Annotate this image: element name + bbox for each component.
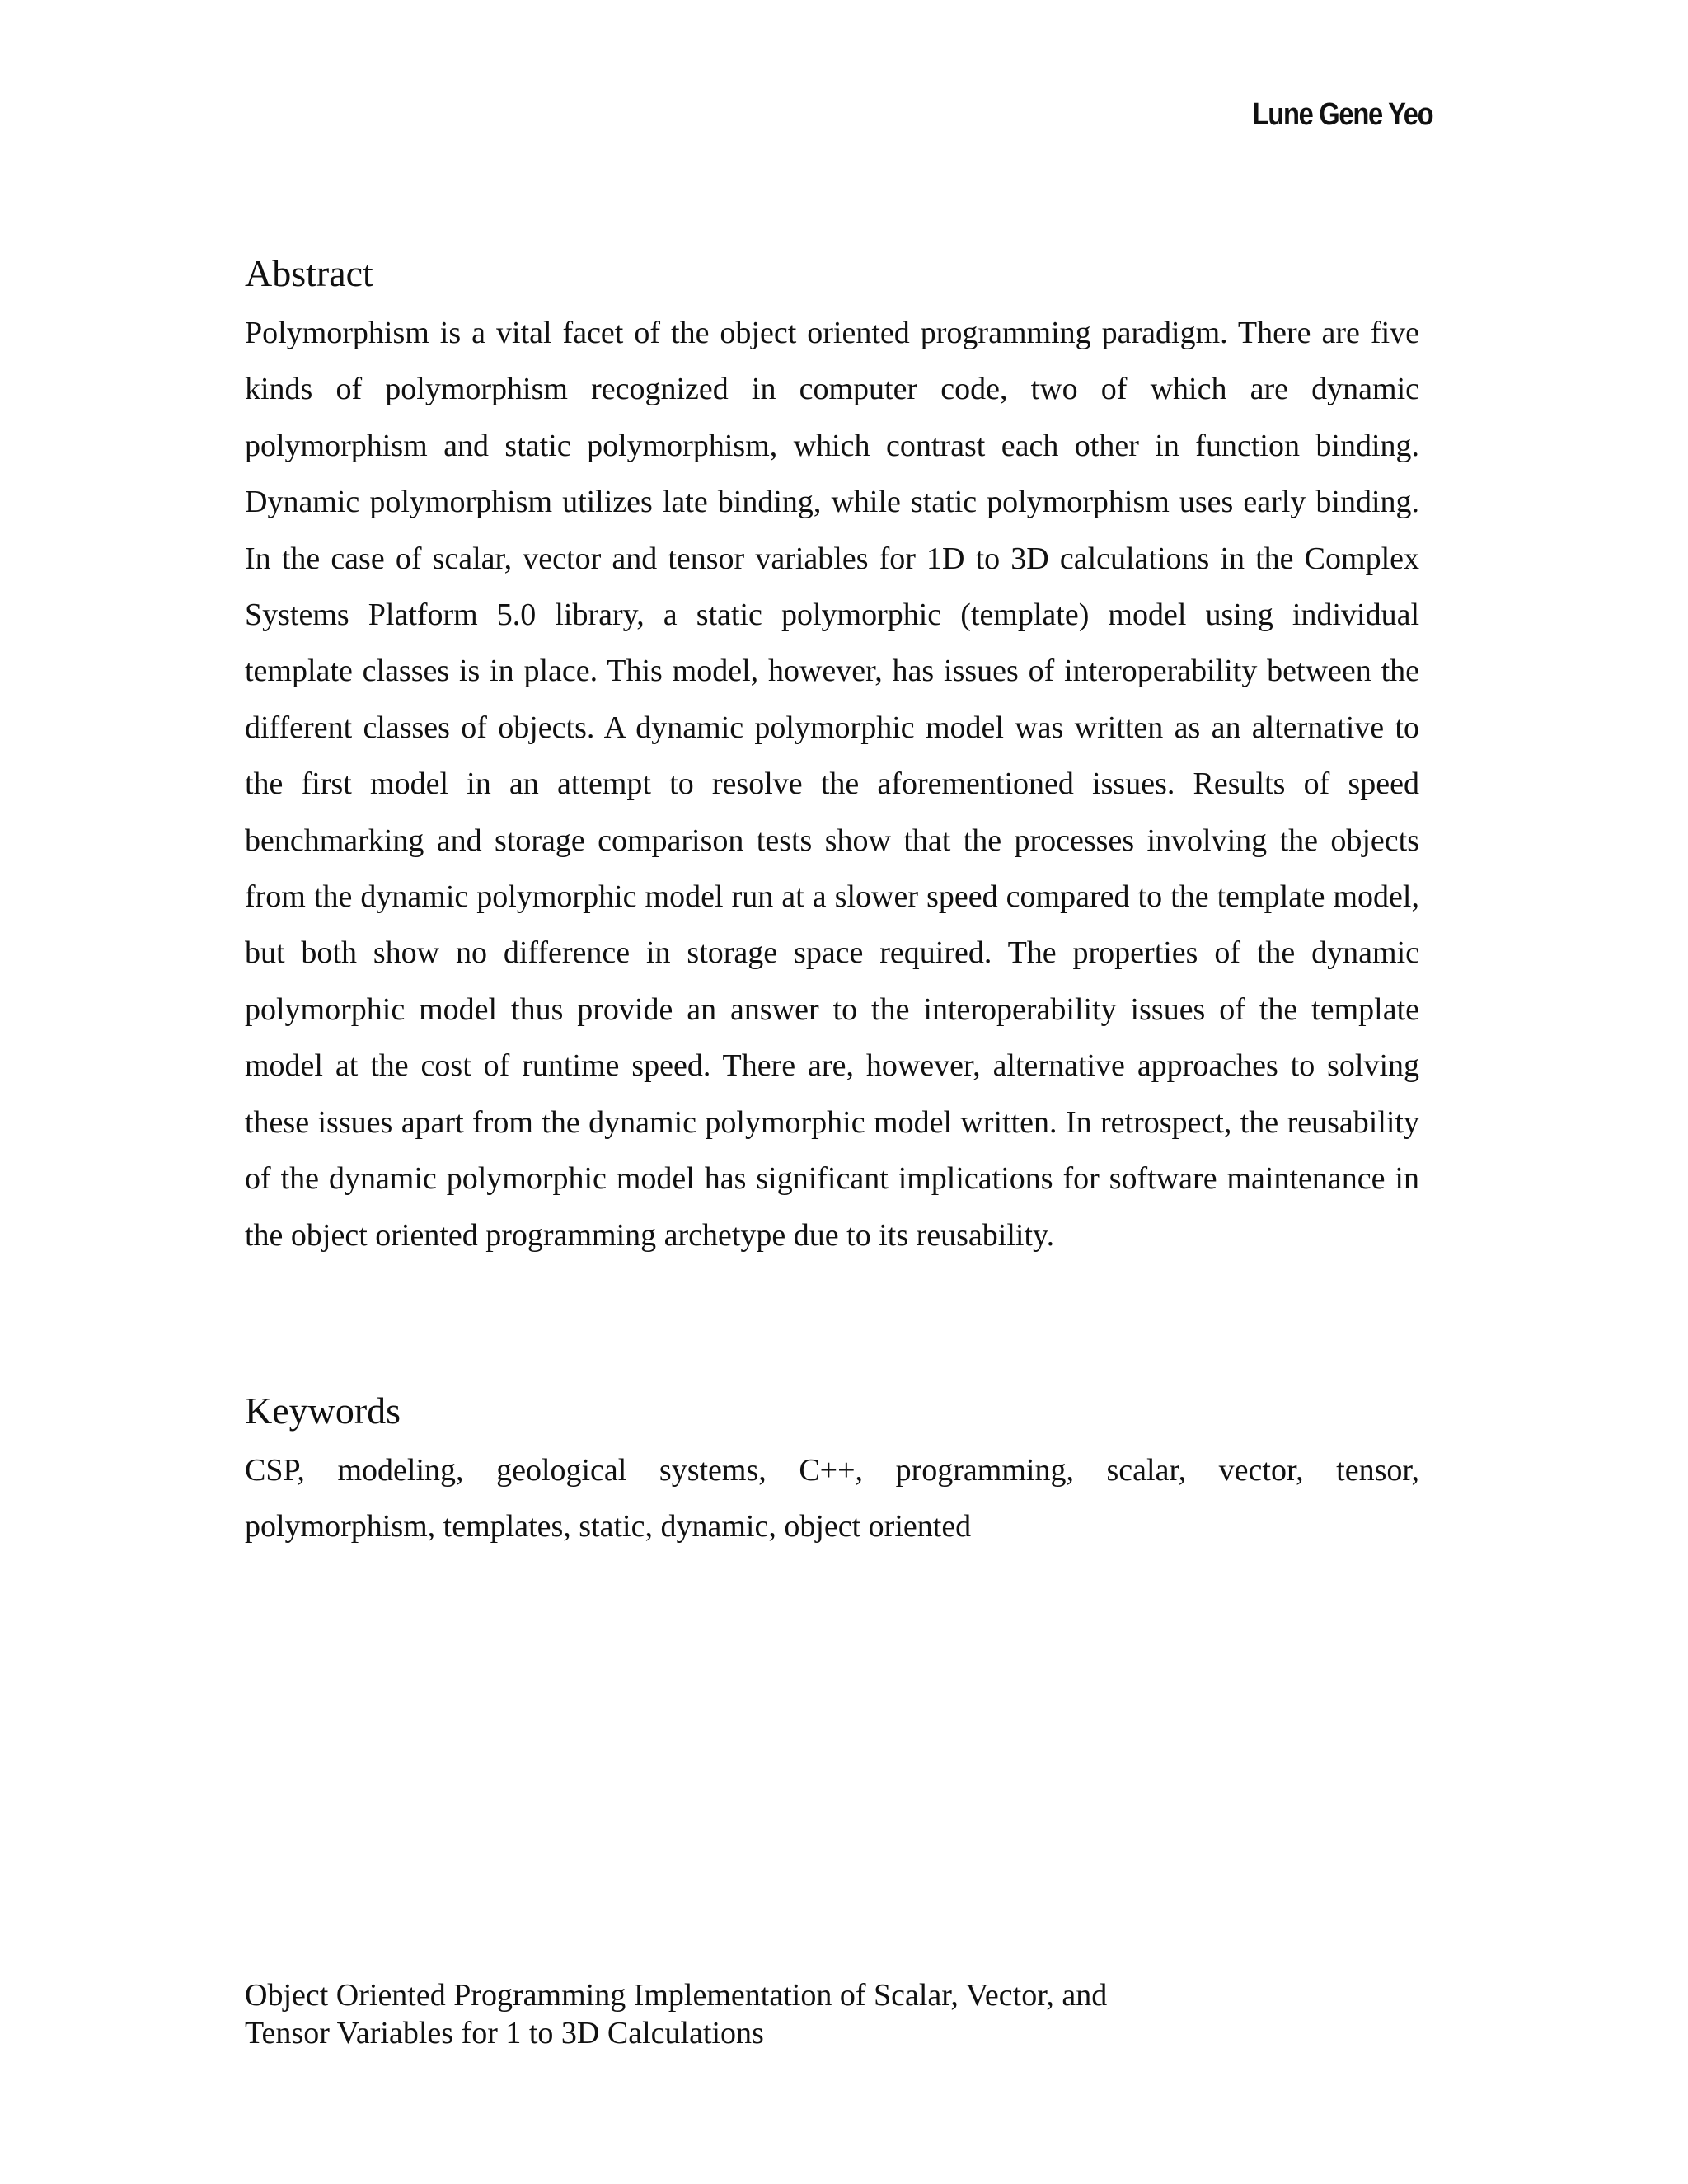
- author-name: Lune Gene Yeo: [1252, 97, 1432, 132]
- abstract-section: [245, 247, 1419, 1263]
- document-footer: [245, 1976, 1316, 2052]
- footer-title-line-2: Tensor Variables for 1 to 3D Calculations: [245, 2016, 764, 2050]
- abstract-text: Polymorphism is a vital facet of the object oriented programming paradigm. There are five kinds of polymorphism recognized in computer code, two of which are dynamic polymorphism and static polymorphism, which contrast each other in function binding. Dynamic polymorphism utilizes late binding, while static polymorphism uses early binding. In the case of scalar, vector and tensor variables for 1D to 3D calculations in the Complex Systems Platform 5.0 library, a static polymorphic (template) model using individual template classes is in place. This model, however, has issues of interoperability between the different classes of objects. A dynamic polymorphic model was written as an alternative to the first model in an attempt to resolve the aforementioned issues. Results of speed benchmarking and storage comparison tests show that the processes involving the objects from the dynamic polymorphic model run at a slower speed compared to the template model, but both show no difference in storage space required. The properties of the dynamic polymorphic model thus provide an answer to the interoperability issues of the template model at the cost of runtime speed. There are, however, alternative approaches to solving these issues apart from the dynamic polymorphic model written. In retrospect, the reusability of the dynamic polymorphic model has significant implications for software maintenance in the object oriented programming archetype due to its reusability.: [245, 316, 1419, 1253]
- keywords-heading: Keywords: [245, 1390, 401, 1432]
- abstract-heading: Abstract: [245, 252, 373, 294]
- keywords-section: [245, 1385, 1419, 1555]
- footer-title-line-1: Object Oriented Programming Implementation of Scalar, Vector, and: [245, 1978, 1108, 2013]
- keywords-text: CSP, modeling, geological systems, C++, programming, scalar, vector, tensor, polymorphism, templates, static, dynamic, object oriented: [245, 1453, 1419, 1544]
